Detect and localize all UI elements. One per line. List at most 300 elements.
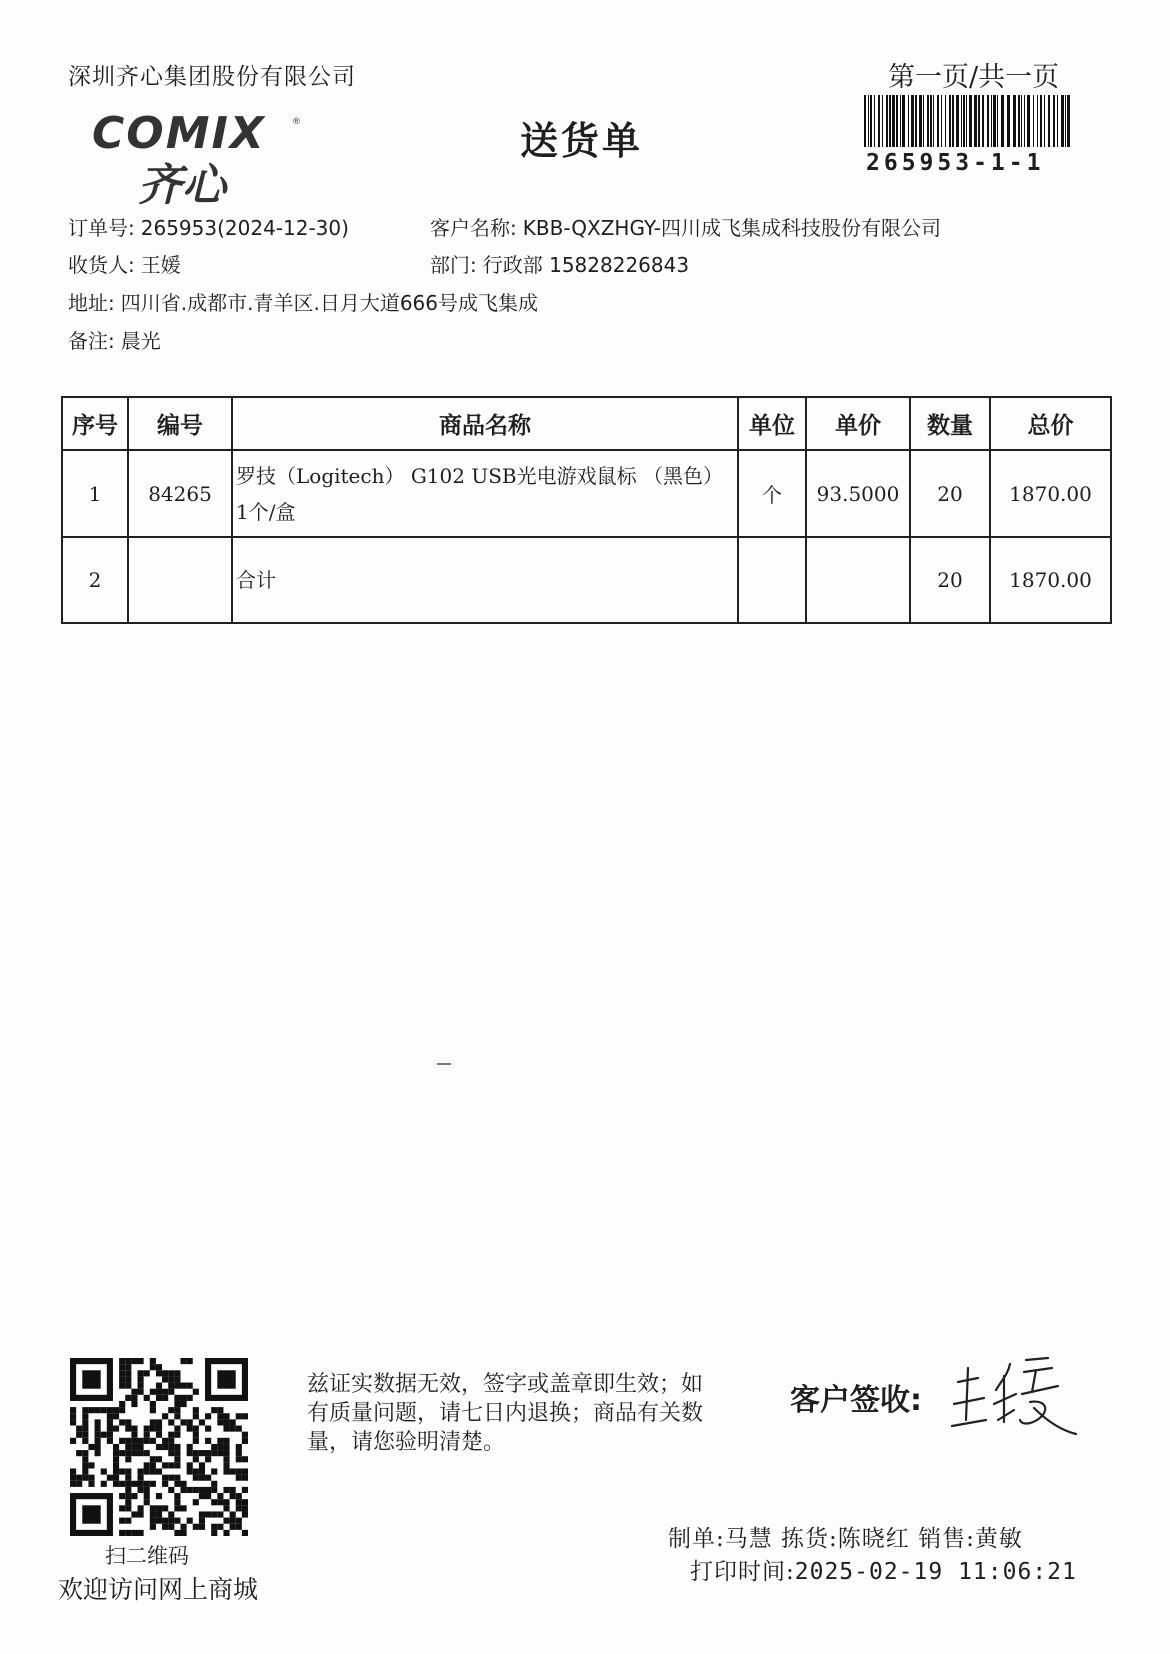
qr-module: [174, 1499, 180, 1505]
qr-module: [187, 1468, 193, 1474]
qr-module: [211, 1450, 217, 1456]
qr-module: [223, 1505, 229, 1511]
qr-module: [187, 1450, 193, 1456]
qr-module: [156, 1383, 162, 1389]
qr-module: [125, 1450, 131, 1456]
qr-module: [205, 1426, 211, 1432]
qr-module: [217, 1450, 223, 1456]
qr-module: [150, 1401, 156, 1407]
customer-name: [430, 212, 941, 241]
barcode-bar: [941, 95, 942, 147]
qr-module: [217, 1407, 223, 1413]
company-name: 深圳齐心集团股份有限公司: [68, 64, 356, 90]
barcode-bar: [908, 95, 909, 147]
qr-module: [156, 1395, 162, 1401]
qr-module: [168, 1419, 174, 1425]
barcode-bar: [870, 95, 872, 147]
qr-module: [131, 1493, 137, 1499]
qr-module: [174, 1444, 180, 1450]
print-time: [690, 1553, 1077, 1586]
qr-module: [82, 1505, 100, 1523]
qr-module: [174, 1432, 180, 1438]
qr-code[interactable]: [70, 1358, 248, 1536]
qr-module: [223, 1426, 229, 1432]
barcode-bar: [982, 95, 984, 147]
qr-module: [138, 1383, 144, 1389]
barcode-bar: [1033, 95, 1034, 147]
qr-module: [236, 1426, 242, 1432]
qr-module: [242, 1505, 248, 1511]
qr-module: [125, 1518, 131, 1524]
qr-module: [107, 1407, 113, 1413]
qr-module: [199, 1462, 205, 1468]
qr-module: [113, 1413, 119, 1419]
qr-module: [242, 1475, 248, 1481]
qr-module: [138, 1530, 144, 1536]
qr-module: [236, 1475, 242, 1481]
qr-module: [125, 1395, 131, 1401]
header-unit: 单位: [738, 397, 806, 450]
qr-module: [131, 1450, 137, 1456]
qr-module: [138, 1475, 144, 1481]
qr-module: [162, 1518, 168, 1524]
barcode-bar: [933, 95, 934, 147]
qr-module: [162, 1481, 168, 1487]
qr-module: [230, 1426, 236, 1432]
qr-module: [223, 1468, 229, 1474]
qr-module: [144, 1499, 150, 1505]
order-label: 订单号:: [68, 216, 135, 240]
qr-module: [119, 1438, 125, 1444]
qr-module: [162, 1524, 168, 1530]
qr-module: [211, 1487, 217, 1493]
barcode-bar: [1067, 95, 1070, 147]
qr-module: [156, 1432, 162, 1438]
qr-module: [193, 1487, 199, 1493]
cell-name: [232, 450, 738, 537]
qr-module: [168, 1389, 174, 1395]
qr-module: [162, 1370, 168, 1376]
qr-module: [223, 1438, 229, 1444]
qr-module: [119, 1358, 125, 1364]
cell-name-line2: 1个/盒: [236, 499, 296, 524]
qr-module: [193, 1413, 199, 1419]
qr-module: [174, 1413, 180, 1419]
qr-module: [168, 1383, 174, 1389]
barcode-bar: [1040, 95, 1042, 147]
qr-module: [162, 1395, 168, 1401]
qr-module: [150, 1389, 156, 1395]
qr-module: [217, 1438, 223, 1444]
qr-module: [242, 1413, 248, 1419]
qr-module: [156, 1364, 162, 1370]
qr-module: [76, 1481, 82, 1487]
cell-code: [128, 537, 232, 623]
qr-module: [107, 1426, 113, 1432]
qr-module: [162, 1389, 168, 1395]
qr-module: [193, 1389, 199, 1395]
qr-module: [168, 1432, 174, 1438]
qr-module: [156, 1426, 162, 1432]
qr-module: [168, 1524, 174, 1530]
qr-module: [156, 1493, 162, 1499]
qr-module: [138, 1468, 144, 1474]
qr-module: [156, 1389, 162, 1395]
qr-module: [144, 1450, 150, 1456]
qr-module: [162, 1376, 168, 1382]
qr-module: [113, 1444, 119, 1450]
qr-module: [125, 1376, 131, 1382]
qr-module: [76, 1432, 82, 1438]
qr-module: [217, 1444, 223, 1450]
qr-module: [150, 1468, 156, 1474]
barcode-bar: [969, 95, 972, 147]
barcode-bar: [911, 95, 914, 147]
qr-module: [119, 1450, 125, 1456]
barcode-bar: [882, 95, 883, 147]
receiver-label: 收货人:: [68, 253, 135, 277]
qr-module: [193, 1432, 199, 1438]
qr-module: [76, 1426, 82, 1432]
cell-name-line1: 罗技（Logitech） G102 USB光电游戏鼠标 （黑色）: [236, 463, 723, 488]
qr-module: [82, 1456, 88, 1462]
qr-module: [180, 1487, 186, 1493]
qr-module: [162, 1505, 168, 1511]
qr-module: [193, 1475, 199, 1481]
qr-module: [242, 1456, 248, 1462]
qr-module: [223, 1419, 229, 1425]
barcode-bar: [900, 95, 901, 147]
cell-seq: 2: [62, 537, 128, 623]
barcode-bar: [1021, 95, 1022, 147]
barcode-bar: [927, 95, 929, 147]
barcode-bar: [1037, 95, 1038, 147]
barcode-bar: [993, 95, 996, 147]
barcode-bar: [991, 95, 992, 147]
table-header-row: [62, 397, 1111, 450]
remark-label: 备注:: [68, 329, 115, 353]
qr-module: [230, 1518, 236, 1524]
qr-module: [156, 1518, 162, 1524]
qr-module: [168, 1518, 174, 1524]
qr-module: [180, 1401, 186, 1407]
barcode-bar: [915, 95, 917, 147]
qr-module: [119, 1407, 125, 1413]
qr-module: [223, 1413, 229, 1419]
qr-module: [168, 1475, 174, 1481]
qr-module: [156, 1468, 162, 1474]
qr-module: [211, 1524, 217, 1530]
qr-module: [168, 1511, 174, 1517]
qr-module: [101, 1468, 107, 1474]
qr-module: [156, 1444, 162, 1450]
qr-module: [174, 1505, 180, 1511]
qr-module: [125, 1505, 131, 1511]
qr-module: [162, 1475, 168, 1481]
qr-module: [180, 1419, 186, 1425]
qr-module: [205, 1487, 211, 1493]
qr-module: [88, 1407, 94, 1413]
qr-module: [230, 1511, 236, 1517]
cell-name-line1: 合计: [236, 568, 276, 592]
cell-total: 1870.00: [990, 537, 1111, 623]
department: [430, 249, 689, 278]
barcode-bar: [978, 95, 980, 147]
qr-module: [236, 1524, 242, 1530]
qr-module: [82, 1438, 88, 1444]
qr-module: [180, 1395, 186, 1401]
svg-text:COMIX: COMIX: [92, 108, 266, 159]
qr-module: [138, 1438, 144, 1444]
qr-module: [144, 1370, 150, 1376]
qr-module: [125, 1426, 131, 1432]
customer-sign-label: 客户签收:: [790, 1383, 922, 1418]
qr-module: [168, 1407, 174, 1413]
barcode-bar: [886, 95, 888, 147]
qr-module: [236, 1518, 242, 1524]
document-title: 送货单: [520, 119, 644, 163]
cell-price: 93.5000: [806, 450, 910, 537]
qr-module: [217, 1419, 223, 1425]
qr-module: [150, 1407, 156, 1413]
qr-module: [125, 1481, 131, 1487]
barcode-bar: [896, 95, 898, 147]
qr-module: [125, 1444, 131, 1450]
qr-module: [187, 1395, 193, 1401]
qr-module: [150, 1358, 156, 1364]
table-row: [62, 450, 1111, 537]
barcode-bar: [1057, 95, 1058, 147]
qr-module: [223, 1444, 229, 1450]
qr-module: [131, 1438, 137, 1444]
qr-module: [217, 1370, 235, 1388]
qr-module: [223, 1499, 229, 1505]
qr-module: [236, 1450, 242, 1456]
qr-module: [119, 1530, 125, 1536]
cell-seq: 1: [62, 450, 128, 537]
qr-module: [211, 1511, 217, 1517]
barcode: [864, 95, 1074, 147]
qr-module: [101, 1407, 107, 1413]
barcode-bar: [1048, 95, 1050, 147]
qr-module: [138, 1376, 144, 1382]
qr-module: [223, 1518, 229, 1524]
barcode-bar: [987, 95, 989, 147]
qr-module: [119, 1493, 125, 1499]
qr-module: [199, 1487, 205, 1493]
qr-module: [199, 1524, 205, 1530]
qr-module: [131, 1426, 137, 1432]
qr-module: [138, 1505, 144, 1511]
qr-module: [119, 1383, 125, 1389]
qr-module: [131, 1432, 137, 1438]
qr-module: [199, 1419, 205, 1425]
qr-module: [187, 1462, 193, 1468]
barcode-bar: [874, 95, 875, 147]
comix-logo: [90, 108, 320, 208]
qr-module: [82, 1419, 88, 1425]
cell-total: 1870.00: [990, 450, 1111, 537]
qr-module: [193, 1407, 199, 1413]
remark: [68, 325, 161, 354]
qr-module: [107, 1432, 113, 1438]
qr-module: [211, 1481, 217, 1487]
barcode-bar: [1018, 95, 1020, 147]
qr-module: [144, 1462, 150, 1468]
barcode-bar: [949, 95, 951, 147]
barcode-number: 265953-1-1: [866, 150, 1045, 176]
qr-module: [236, 1505, 242, 1511]
qr-module: [174, 1426, 180, 1432]
address: [68, 287, 538, 316]
qr-module: [187, 1358, 193, 1364]
qr-module: [88, 1462, 94, 1468]
qr-module: [168, 1370, 174, 1376]
qr-module: [131, 1481, 137, 1487]
qr-module: [180, 1530, 186, 1536]
barcode-bar: [937, 95, 939, 147]
qr-module: [144, 1493, 150, 1499]
qr-module: [211, 1444, 217, 1450]
qr-module: [156, 1511, 162, 1517]
qr-module: [70, 1438, 76, 1444]
qr-module: [138, 1389, 144, 1395]
qr-module: [82, 1462, 88, 1468]
qr-module: [180, 1481, 186, 1487]
barcode-bar: [1007, 95, 1010, 147]
barcode-bar: [1044, 95, 1045, 147]
qr-module: [144, 1487, 150, 1493]
qr-module: [174, 1456, 180, 1462]
qr-module: [199, 1468, 205, 1474]
qr-module: [174, 1370, 180, 1376]
qr-module: [174, 1518, 180, 1524]
barcode-bar: [1001, 95, 1004, 147]
qr-module: [174, 1475, 180, 1481]
qr-module: [82, 1370, 100, 1388]
qr-module: [125, 1499, 131, 1505]
barcode-bar: [956, 95, 959, 147]
qr-module: [70, 1407, 76, 1413]
qr-module: [187, 1444, 193, 1450]
qr-module: [242, 1468, 248, 1474]
qr-module: [180, 1383, 186, 1389]
qr-module: [168, 1444, 174, 1450]
qr-module: [70, 1475, 76, 1481]
qr-module: [236, 1468, 242, 1474]
qr-module: [113, 1407, 119, 1413]
qr-module: [82, 1468, 88, 1474]
qr-module: [82, 1426, 88, 1432]
qr-module: [119, 1370, 125, 1376]
qr-module: [131, 1395, 137, 1401]
qr-module: [199, 1518, 205, 1524]
header-name: 商品名称: [232, 397, 738, 450]
qr-module: [144, 1432, 150, 1438]
qr-module: [101, 1481, 107, 1487]
qr-module: [223, 1450, 229, 1456]
qr-module: [125, 1358, 131, 1364]
qr-module: [76, 1450, 82, 1456]
qr-module: [242, 1432, 248, 1438]
qr-module: [168, 1462, 174, 1468]
notice-text: 兹证实数据无效，签字或盖章即生效；如有质量问题，请七日内退换；商品有关数量，请您验明清楚。: [307, 1372, 704, 1455]
qr-module: [193, 1450, 199, 1456]
qr-module: [70, 1413, 76, 1419]
qr-module: [174, 1493, 180, 1499]
qr-module: [150, 1364, 156, 1370]
barcode-bar: [1027, 95, 1030, 147]
qr-module: [174, 1530, 180, 1536]
staff-line: 制单:马慧 拣货:陈晓红 销售:黄敏: [668, 1526, 1023, 1552]
header-qty: 数量: [910, 397, 990, 450]
qr-module: [107, 1438, 113, 1444]
qr-module: [95, 1419, 101, 1425]
qr-module: [187, 1383, 193, 1389]
qr-module: [113, 1456, 119, 1462]
qr-module: [125, 1475, 131, 1481]
qr-module: [138, 1358, 144, 1364]
qr-module: [211, 1468, 217, 1474]
qr-module: [242, 1487, 248, 1493]
qr-module: [168, 1450, 174, 1456]
cell-qty: 20: [910, 537, 990, 623]
qr-module: [144, 1438, 150, 1444]
qr-module: [113, 1426, 119, 1432]
qr-module: [113, 1450, 119, 1456]
barcode-bar: [974, 95, 977, 147]
qr-module: [125, 1487, 131, 1493]
qr-module: [205, 1438, 211, 1444]
order-value: 265953(2024-12-30): [140, 216, 349, 240]
qr-module: [95, 1450, 101, 1456]
qr-module: [150, 1426, 156, 1432]
qr-module: [242, 1530, 248, 1536]
customer-value: KBB-QXZHGY-四川成飞集成科技股份有限公司: [522, 216, 942, 240]
qr-module: [131, 1511, 137, 1517]
cell-code: 84265: [128, 450, 232, 537]
qr-module: [119, 1505, 125, 1511]
qr-module: [125, 1438, 131, 1444]
qr-module: [125, 1364, 131, 1370]
qr-module: [113, 1468, 119, 1474]
qr-module: [107, 1413, 113, 1419]
header-price: 单价: [806, 397, 910, 450]
qr-module: [174, 1407, 180, 1413]
table-row-total: [62, 537, 1111, 623]
qr-module: [162, 1444, 168, 1450]
qr-module: [150, 1524, 156, 1530]
address-label: 地址:: [68, 291, 115, 315]
print-time-value: 2025-02-19 11:06:21: [794, 1559, 1077, 1585]
qr-module: [205, 1493, 211, 1499]
cell-unit: [738, 537, 806, 623]
qr-module: [180, 1524, 186, 1530]
qr-module: [107, 1475, 113, 1481]
qr-module: [144, 1395, 150, 1401]
handwritten-signature: [950, 1350, 1080, 1450]
barcode-bar: [878, 95, 880, 147]
barcode-bar: [997, 95, 998, 147]
qr-module: [211, 1530, 217, 1536]
page-info: 第一页/共一页: [888, 62, 1060, 93]
qr-module: [144, 1426, 150, 1432]
qr-module: [174, 1450, 180, 1456]
header-code: 编号: [128, 397, 232, 450]
qr-module: [236, 1456, 242, 1462]
qr-module: [205, 1456, 211, 1462]
qr-module: [174, 1383, 180, 1389]
